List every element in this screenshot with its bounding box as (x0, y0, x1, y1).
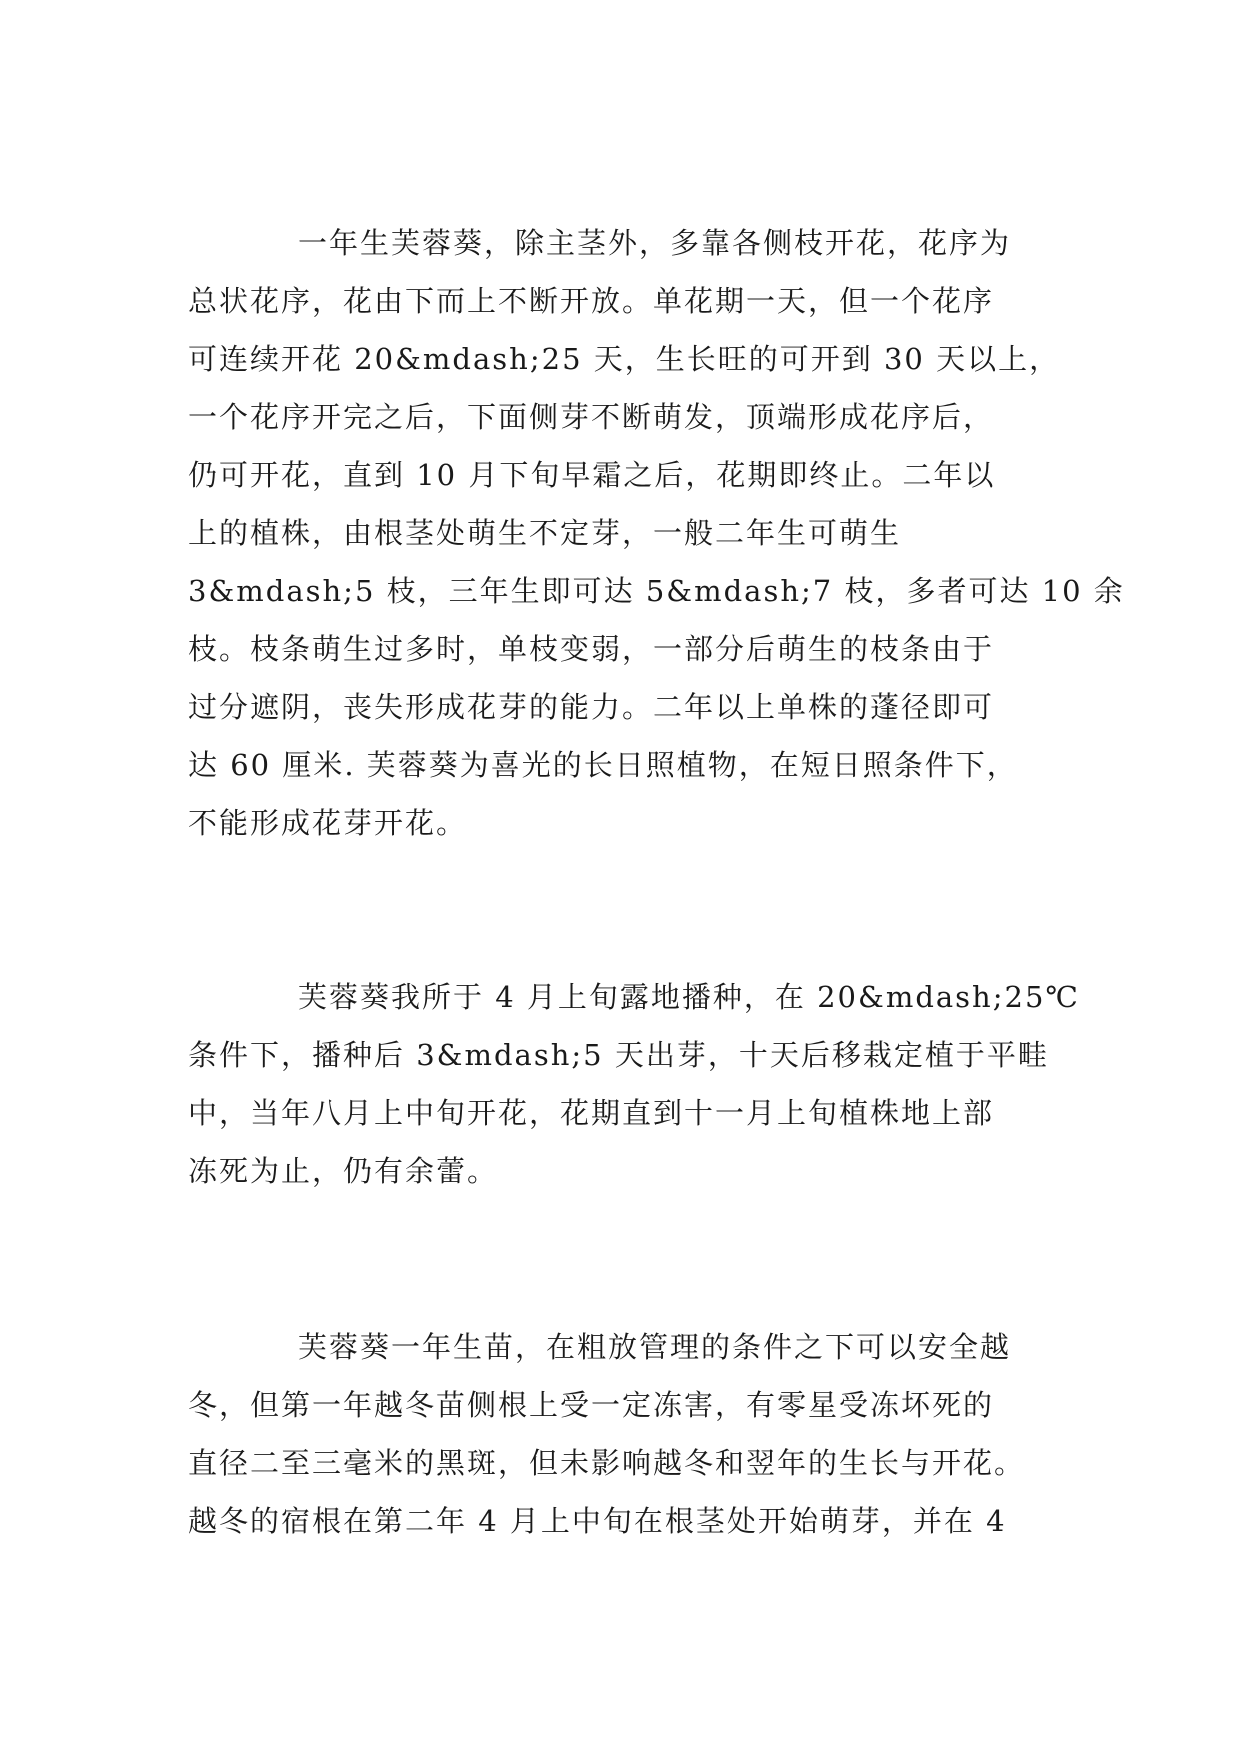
paragraph-line: 芙蓉葵我所于 4 月上旬露地播种，在 20&mdash;25℃ (298, 980, 1080, 1014)
paragraph-line: 条件下，播种后 3&mdash;5 天出芽，十天后移栽定植于平畦 (188, 1038, 1049, 1072)
paragraph-line: 仍可开花，直到 10 月下旬早霜之后，花期即终止。二年以 (188, 458, 996, 492)
paragraph-2 (188, 968, 1080, 1200)
paragraph-line: 枝。枝条萌生过多时，单枝变弱，一部分后萌生的枝条由于 (188, 632, 995, 666)
paragraph-line: 中，当年八月上中旬开花，花期直到十一月上旬植株地上部 (188, 1096, 995, 1130)
paragraph-line: 直径二至三毫米的黑斑，但未影响越冬和翌年的生长与开花。 (188, 1446, 1026, 1480)
paragraph-line: 可连续开花 20&mdash;25 天，生长旺的可开到 30 天以上， (188, 342, 1061, 376)
paragraph-line: 3&mdash;5 枝，三年生即可达 5&mdash;7 枝，多者可达 10 余 (188, 574, 1125, 608)
paragraph-1 (188, 214, 1125, 852)
paragraph-line: 越冬的宿根在第二年 4 月上中旬在根茎处开始萌芽，并在 4 (188, 1504, 1007, 1538)
paragraph-line: 芙蓉葵一年生苗，在粗放管理的条件之下可以安全越 (298, 1330, 1012, 1364)
paragraph-line: 过分遮阴，丧失形成花芽的能力。二年以上单株的蓬径即可 (188, 690, 995, 724)
paragraph-line: 冻死为止，仍有余蕾。 (188, 1154, 499, 1188)
paragraph-line: 总状花序，花由下而上不断开放。单花期一天，但一个花序 (188, 284, 995, 318)
paragraph-line: 达 60 厘米. 芙蓉葵为喜光的长日照植物，在短日照条件下， (188, 748, 1018, 782)
paragraph-line: 上的植株，由根茎处萌生不定芽，一般二年生可萌生 (188, 516, 902, 550)
paragraph-line: 不能形成花芽开花。 (188, 806, 468, 840)
paragraph-line: 一年生芙蓉葵，除主茎外，多靠各侧枝开花，花序为 (298, 226, 1012, 260)
paragraph-line: 一个花序开完之后，下面侧芽不断萌发，顶端形成花序后， (188, 400, 995, 434)
paragraph-3 (188, 1318, 1048, 1550)
paragraph-line: 冬，但第一年越冬苗侧根上受一定冻害，有零星受冻坏死的 (188, 1388, 995, 1422)
